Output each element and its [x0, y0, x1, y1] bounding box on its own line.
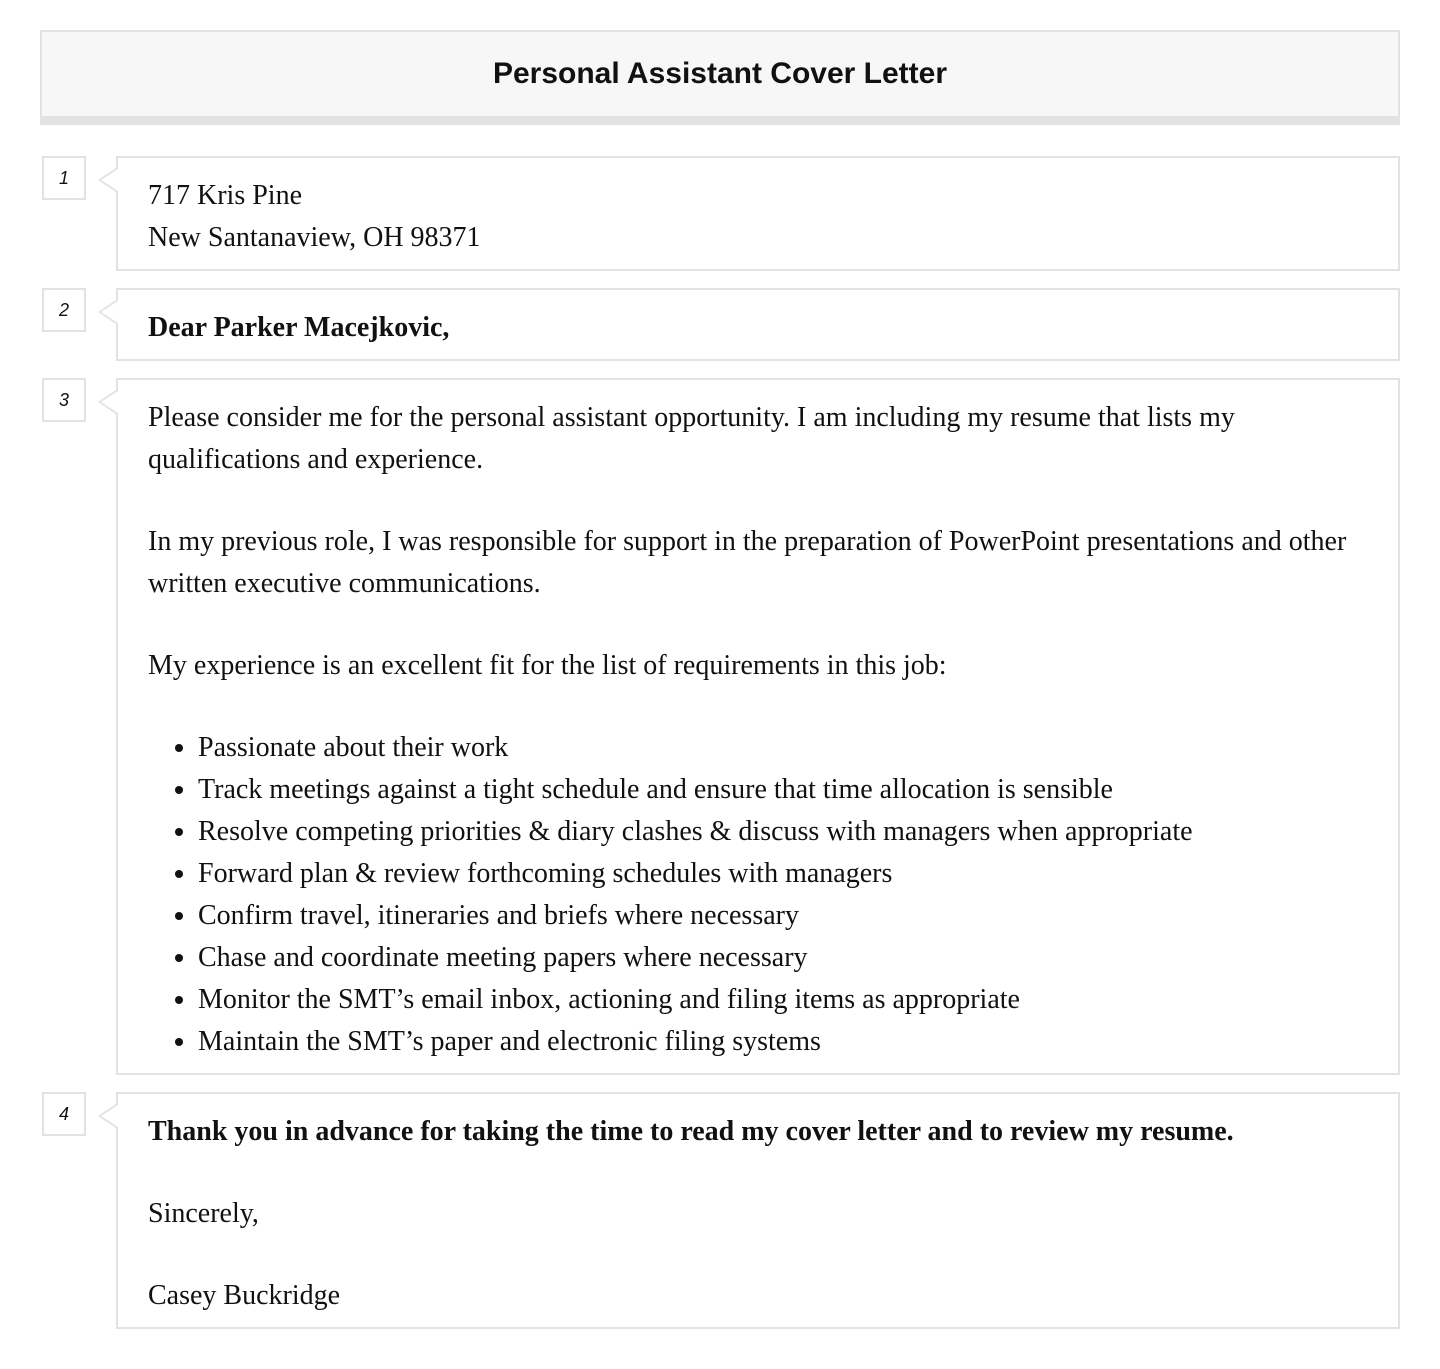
signature-name: Casey Buckridge — [148, 1280, 341, 1311]
body-paragraph: In my previous role, I was responsible for support in the preparation of PowerPoint presentations and other written executive communications. — [148, 526, 1347, 599]
address-city: New Santanaview, OH 98371 — [148, 222, 481, 253]
salutation: Dear Parker Macejkovic, — [148, 312, 450, 343]
list-item: • Monitor the SMT’s email inbox, actioning and filing items as appropriate — [198, 979, 1368, 1021]
section-box — [116, 156, 1400, 271]
section-number: 3 — [42, 378, 86, 422]
page-header — [40, 30, 1400, 125]
closing-text: Sincerely, — [148, 1198, 259, 1229]
thanks-text: Thank you in advance for taking the time to read my cover letter and to review my resume. — [148, 1116, 1234, 1147]
body-paragraph: Please consider me for the personal assistant opportunity. I am including my resume that lists my qualifications and experience. — [148, 402, 1235, 475]
page-title: Personal Assistant Cover Letter — [492, 57, 948, 90]
section-box — [116, 288, 1400, 361]
section-box — [116, 1092, 1400, 1329]
list-item: • Resolve competing priorities & diary clashes & discuss with managers when appropriate — [198, 811, 1368, 853]
requirements-list — [148, 727, 1368, 1063]
list-item: • Forward plan & review forthcoming schedules with managers — [198, 853, 1368, 895]
section-box — [116, 378, 1400, 1075]
address-street: 717 Kris Pine — [148, 180, 302, 211]
section-number: 4 — [42, 1092, 86, 1136]
list-item: • Track meetings against a tight schedule and ensure that time allocation is sensible — [198, 769, 1368, 811]
list-item: • Maintain the SMT’s paper and electronic filing systems — [198, 1021, 1368, 1063]
list-item: • Chase and coordinate meeting papers where necessary — [198, 937, 1368, 979]
list-item: • Confirm travel, itineraries and briefs where necessary — [198, 895, 1368, 937]
section-number: 1 — [42, 156, 86, 200]
section-number: 2 — [42, 288, 86, 332]
body-paragraph: My experience is an excellent fit for the list of requirements in this job: — [148, 650, 947, 681]
list-item: • Passionate about their work — [198, 727, 1368, 769]
